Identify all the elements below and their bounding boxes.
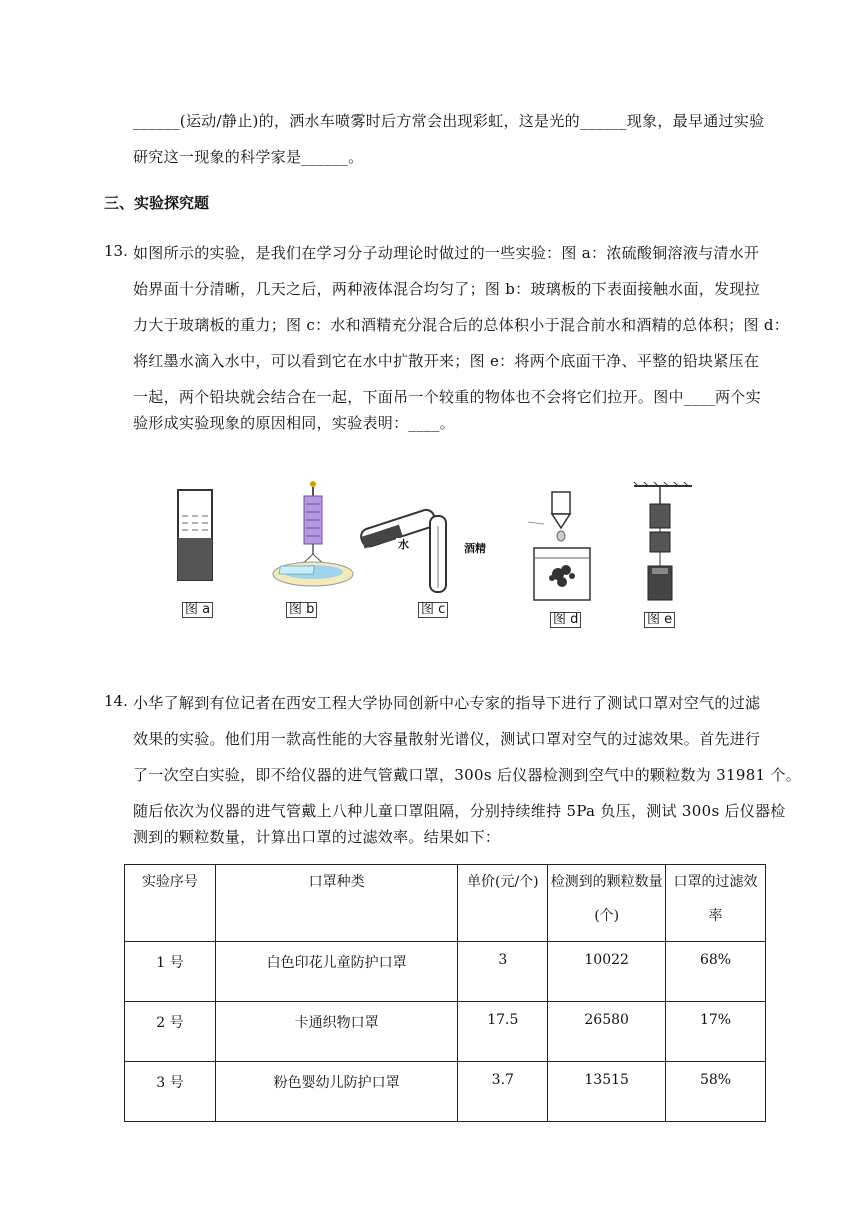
q13-line-2: 始界面十分清晰，几天之后，两种液体混合均匀了；图 b：玻璃板的下表面接触水面，发现拉 bbox=[133, 280, 760, 298]
results-table bbox=[124, 864, 766, 1122]
header-cell: 口罩的过滤效率 bbox=[666, 865, 766, 942]
table-cell: 粉色婴幼儿防护口罩 bbox=[215, 1062, 458, 1122]
q13-line-3: 力大于玻璃板的重力；图 c：水和酒精充分混合后的总体积小于混合前水和酒精的总体积；图 d： bbox=[133, 316, 790, 334]
q13-line-6: 验形成实验现象的原因相同，实验表明：____。 bbox=[133, 414, 455, 432]
table-cell: 白色印花儿童防护口罩 bbox=[215, 942, 458, 1002]
table-cell: 58% bbox=[666, 1062, 766, 1122]
table-cell: 13515 bbox=[548, 1062, 666, 1122]
q12-line-1: ______(运动/静止)的，洒水车喷雾时后方常会出现彩虹，这是光的______现象，最早通过实验 bbox=[133, 112, 765, 130]
experiment-figures bbox=[160, 478, 720, 638]
table-cell: 17.5 bbox=[458, 1002, 548, 1062]
figure-e-caption: 图 e bbox=[644, 612, 675, 628]
section-heading: 三、实验探究题 bbox=[104, 194, 210, 212]
figure-b-spring-scale bbox=[268, 478, 358, 593]
header-cell: 单价(元/个) bbox=[458, 865, 548, 942]
figure-a-beaker bbox=[170, 488, 220, 588]
figure-e-lead-blocks bbox=[630, 482, 700, 606]
table-row bbox=[125, 1062, 766, 1122]
q13-line-1: 如图所示的实验，是我们在学习分子动理论时做过的一些实验：图 a：浓硫酸铜溶液与清水开 bbox=[133, 244, 760, 262]
table-cell: 1 号 bbox=[125, 942, 216, 1002]
table-cell: 3.7 bbox=[458, 1062, 548, 1122]
header-cell: 实验序号 bbox=[125, 865, 216, 942]
table-row bbox=[125, 942, 766, 1002]
q13-line-5: 一起，两个铅块就会结合在一起，下面吊一个较重的物体也不会将它们拉开。图中____两个实 bbox=[133, 388, 761, 406]
figure-b-caption: 图 b bbox=[286, 602, 317, 618]
figure-c-caption: 图 c bbox=[418, 602, 448, 618]
table-row bbox=[125, 1002, 766, 1062]
header-cell: 口罩种类 bbox=[215, 865, 458, 942]
header-cell: 检测到的颗粒数量(个) bbox=[548, 865, 666, 942]
table-cell: 17% bbox=[666, 1002, 766, 1062]
q14-number: 14. bbox=[104, 692, 128, 710]
figure-d-dropper-beaker bbox=[522, 484, 602, 606]
q14-line-5: 测到的颗粒数量，计算出口罩的过滤效率。结果如下： bbox=[133, 828, 501, 846]
table-cell: 卡通织物口罩 bbox=[215, 1002, 458, 1062]
table-cell: 26580 bbox=[548, 1002, 666, 1062]
table-cell: 10022 bbox=[548, 942, 666, 1002]
q14-line-4: 随后依次为仪器的进气管戴上八种儿童口罩阻隔，分别持续维持 5Pa 负压，测试 300s 后仪器检 bbox=[133, 802, 786, 820]
table-cell: 3 号 bbox=[125, 1062, 216, 1122]
table-cell: 3 bbox=[458, 942, 548, 1002]
figure-c-alcohol-label: 酒精 bbox=[464, 542, 486, 555]
q13-line-4: 将红墨水滴入水中，可以看到它在水中扩散开来；图 e：将两个底面干净、平整的铅块紧压在 bbox=[133, 352, 760, 370]
q14-line-3: 了一次空白实验，即不给仪器的进气管戴口罩，300s 后仪器检测到空气中的颗粒数为 31981 个。 bbox=[133, 766, 802, 784]
q14-line-2: 效果的实验。他们用一款高性能的大容量散射光谱仪，测试口罩对空气的过滤效果。首先进行 bbox=[133, 730, 761, 748]
table-header-row bbox=[125, 865, 766, 942]
figure-c-water-label: 水 bbox=[398, 538, 409, 551]
q14-line-1: 小华了解到有位记者在西安工程大学协同创新中心专家的指导下进行了测试口罩对空气的过滤 bbox=[133, 694, 761, 712]
table-cell: 68% bbox=[666, 942, 766, 1002]
figure-a-caption: 图 a bbox=[182, 602, 213, 618]
figure-d-caption: 图 d bbox=[550, 612, 581, 628]
q13-number: 13. bbox=[104, 242, 128, 260]
table-cell: 2 号 bbox=[125, 1002, 216, 1062]
q12-line-2: 研究这一现象的科学家是______。 bbox=[133, 148, 364, 166]
